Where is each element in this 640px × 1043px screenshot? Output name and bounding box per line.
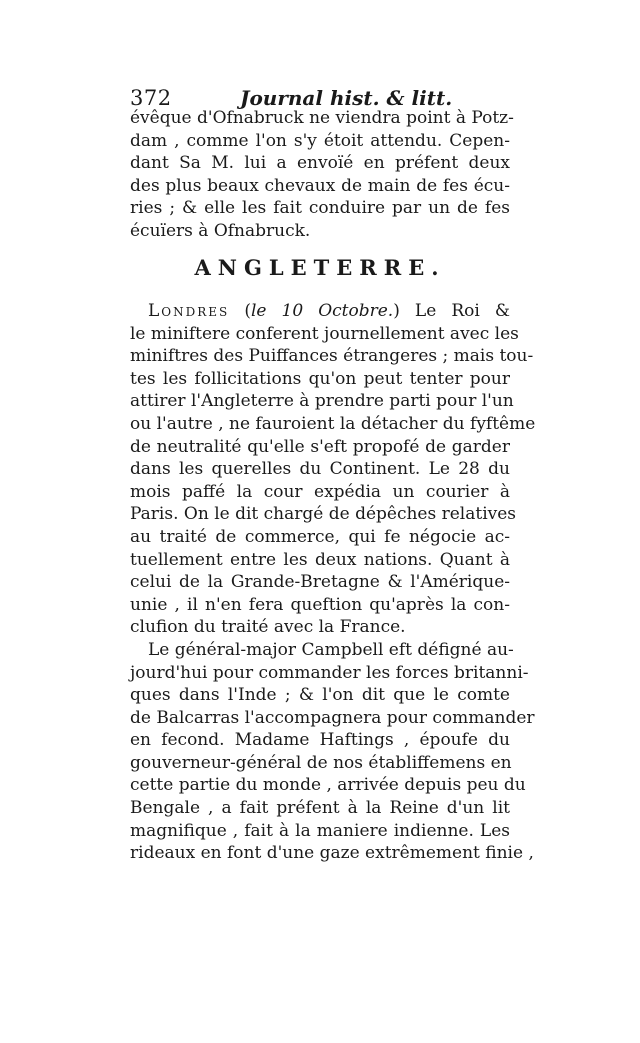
- text-line: des plus beaux chevaux de main de fes écu-: [130, 175, 510, 196]
- text-line: ries ; & elle les fait conduire par un de fes: [130, 198, 510, 219]
- text-line: attirer l'Angleterre à prendre parti pour l'un: [130, 391, 514, 412]
- running-title: Journal hist. & litt.: [240, 86, 453, 110]
- text-line: écuïers à Ofnabruck.: [130, 220, 311, 241]
- text-line: rideaux en font d'une gaze extrêmement finie ,: [130, 843, 534, 864]
- text-line: de Balcarras l'accompagnera pour commander: [130, 707, 535, 728]
- dateline-rest: Le Roi &: [414, 301, 510, 321]
- text-line: magnifique , fait à la maniere indienne. Les: [130, 820, 510, 841]
- text-line: miniftres des Puiffances étrangeres ; mais tou-: [130, 346, 534, 367]
- section-heading: ANGLETERRE.: [194, 255, 446, 280]
- text-line: jourd'hui pour commander les forces britanni-: [130, 662, 529, 683]
- text-line: tuellement entre les deux nations. Quant à: [130, 549, 510, 570]
- page-number: 372: [130, 86, 172, 110]
- text-line: gouverneur-général de nos établiffemens en: [130, 752, 512, 773]
- text-line: le miniftere conferent journellement avec les: [130, 323, 519, 344]
- text-line: ques dans l'Inde ; & l'on dit que le comte: [130, 685, 510, 706]
- text-line: dant Sa M. lui a envoïé en préfent deux: [130, 153, 510, 174]
- text-line: Paris. On le dit chargé de dépêches relatives: [130, 504, 517, 525]
- text-line: de neutralité qu'elle s'eft propofé de garder: [130, 436, 510, 457]
- text-line: Le général-major Campbell eft défigné au-: [148, 639, 514, 660]
- text-line: clufion du traité avec la France.: [130, 617, 406, 638]
- text-line: tes les follicitations qu'on peut tenter pour: [130, 368, 510, 389]
- text-line: ou l'autre , ne fauroient la détacher du fyftême: [130, 413, 536, 434]
- dateline-close: ): [393, 301, 400, 321]
- dateline-date: le 10 Octobre.: [250, 301, 394, 321]
- text-line: dam , comme l'on s'y étoit attendu. Cepen-: [130, 130, 510, 151]
- text-line: au traité de commerce, qui fe négocie ac-: [130, 526, 510, 547]
- text-line: unie , il n'en fera queftion qu'après la con-: [130, 594, 510, 615]
- text-line: celui de la Grande-Bretagne & l'Amérique-: [130, 572, 510, 593]
- dateline-line: [130, 300, 510, 323]
- text-line: cette partie du monde , arrivée depuis peu du: [130, 775, 526, 796]
- text-line: en fecond. Madame Haftings , époufe du: [130, 730, 510, 751]
- text-line: évêque d'Ofnabruck ne viendra point à Potz-: [130, 108, 514, 128]
- continuation-paragraph: [130, 107, 514, 243]
- article-body: [130, 300, 536, 865]
- dateline-city: Londres: [148, 301, 230, 321]
- text-line: dans les querelles du Continent. Le 28 du: [130, 459, 510, 480]
- text-line: Bengale , a fait préfent à la Reine d'un lit: [130, 798, 510, 819]
- text-line: mois paffé la cour expédia un courier à: [130, 481, 510, 502]
- dateline-open: (: [244, 301, 251, 321]
